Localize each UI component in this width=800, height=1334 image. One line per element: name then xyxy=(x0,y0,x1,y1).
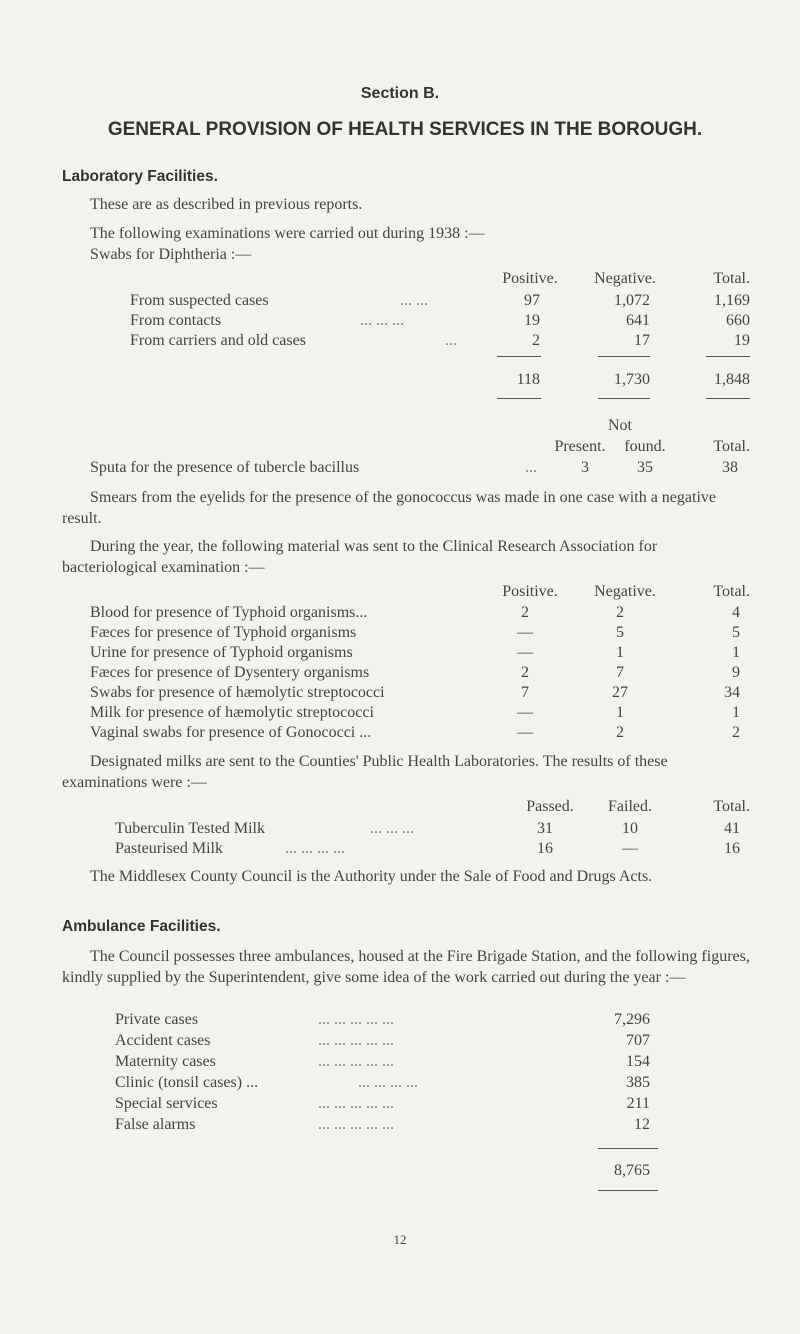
clinical-intro: During the year, the following material was sent to the Clinical Research Association for bacteriological examination :— xyxy=(62,538,658,576)
ambulance-value: 12 xyxy=(634,1116,650,1133)
ambulance-total: 8,765 xyxy=(614,1162,650,1179)
ambulance-row-label: Clinic (tonsil cases) ... xyxy=(115,1074,259,1091)
sputa-not-found: 35 xyxy=(637,459,653,476)
clinical-row-label: Vaginal swabs for presence of Gonococci ... xyxy=(90,724,372,741)
clinical-row-label: Blood for presence of Typhoid organisms... xyxy=(90,604,368,621)
clinical-positive: — xyxy=(517,644,533,661)
divider xyxy=(598,356,650,357)
swabs-total-positive: 118 xyxy=(516,371,540,388)
milk-failed: — xyxy=(622,840,638,857)
sputa-header-total: Total. xyxy=(713,438,750,455)
clinical-negative: 27 xyxy=(612,684,628,701)
clinical-header-total: Total. xyxy=(713,583,750,600)
clinical-negative: 1 xyxy=(616,704,624,721)
milk-passed: 16 xyxy=(537,840,553,857)
clinical-total: 34 xyxy=(724,684,740,701)
divider xyxy=(497,398,541,399)
section-heading: Section B. xyxy=(360,85,440,102)
swabs-negative: 1,072 xyxy=(614,292,650,309)
sputa-header-found: found. xyxy=(624,438,666,455)
clinical-total: 5 xyxy=(732,624,740,641)
leader-dots: ... ... ... ... ... xyxy=(318,1053,394,1070)
sputa-header-present: Present. xyxy=(554,438,606,455)
milk-row-label: Pasteurised Milk xyxy=(115,840,223,857)
clinical-total: 4 xyxy=(732,604,740,621)
clinical-row-label: Fæces for presence of Typhoid organisms xyxy=(90,624,357,641)
divider xyxy=(706,356,750,357)
milk-total: 41 xyxy=(724,820,740,837)
clinical-positive: — xyxy=(517,704,533,721)
swabs-row-label: From suspected cases xyxy=(130,292,269,309)
council-paragraph: The Middlesex County Council is the Authority under the Sale of Food and Drugs Acts. xyxy=(90,868,653,885)
swabs-negative: 17 xyxy=(634,332,650,349)
milk-total: 16 xyxy=(724,840,740,857)
ambulance-value: 211 xyxy=(626,1095,650,1112)
swabs-positive: 19 xyxy=(524,312,540,329)
leader-dots: ... ... ... ... xyxy=(358,1074,418,1091)
ambulance-row-label: False alarms xyxy=(115,1116,196,1133)
clinical-total: 1 xyxy=(732,704,740,721)
swabs-grand-total: 1,848 xyxy=(714,371,750,388)
leader-dots: ... ... ... ... ... xyxy=(318,1095,394,1112)
page-number: 12 xyxy=(393,1232,407,1247)
clinical-positive: — xyxy=(517,624,533,641)
milk-header-failed: Failed. xyxy=(608,798,652,815)
clinical-negative: 1 xyxy=(616,644,624,661)
leader-dots: ... xyxy=(525,459,537,476)
sputa-total: 38 xyxy=(722,459,738,476)
clinical-header-positive: Positive. xyxy=(502,583,558,600)
lab-intro: These are as described in previous reports. xyxy=(90,196,363,213)
clinical-positive: — xyxy=(517,724,533,741)
clinical-header-negative: Negative. xyxy=(594,583,656,600)
ambulance-value: 385 xyxy=(626,1074,650,1091)
clinical-total: 1 xyxy=(732,644,740,661)
leader-dots: ... ... ... xyxy=(370,820,414,837)
leader-dots: ... ... xyxy=(400,292,428,309)
swabs-header-total: Total. xyxy=(713,270,750,287)
swabs-positive: 97 xyxy=(524,292,540,309)
page-title: GENERAL PROVISION OF HEALTH SERVICES IN THE BOROUGH. xyxy=(107,119,703,140)
clinical-negative: 7 xyxy=(616,664,624,681)
divider xyxy=(598,1148,658,1149)
ambulance-value: 707 xyxy=(626,1032,650,1049)
swabs-total-negative: 1,730 xyxy=(614,371,650,388)
leader-dots: ... ... ... ... ... xyxy=(318,1116,394,1133)
leader-dots: ... ... ... xyxy=(360,312,404,329)
ambulance-value: 7,296 xyxy=(614,1011,650,1028)
milk-header-total: Total. xyxy=(713,798,750,815)
clinical-positive: 7 xyxy=(521,684,529,701)
swabs-total: 660 xyxy=(726,312,750,329)
clinical-total: 2 xyxy=(732,724,740,741)
divider xyxy=(497,356,541,357)
swabs-row-label: From contacts xyxy=(130,312,222,329)
leader-dots: ... xyxy=(445,332,457,349)
swabs-row-label: From carriers and old cases xyxy=(130,332,306,349)
milk-row-label: Tuberculin Tested Milk xyxy=(115,820,265,837)
leader-dots: ... ... ... ... xyxy=(285,840,345,857)
milk-intro: Designated milks are sent to the Counties' Public Health Laboratories. The results of these examinations were :— xyxy=(62,753,668,791)
ambulance-intro: The Council possesses three ambulances, housed at the Fire Brigade Station, and the following figures, kindly supplied by the Superintendent, give some idea of the work carried out during the year :— xyxy=(62,948,750,986)
clinical-negative: 2 xyxy=(616,604,624,621)
ambulance-value: 154 xyxy=(626,1053,650,1070)
sputa-present: 3 xyxy=(581,459,589,476)
divider xyxy=(706,398,750,399)
smears-paragraph: Smears from the eyelids for the presence of the gonococcus was made in one case with a negative result. xyxy=(62,489,716,527)
clinical-row-label: Urine for presence of Typhoid organisms xyxy=(90,644,353,661)
ambulance-row-label: Accident cases xyxy=(115,1032,211,1049)
clinical-negative: 5 xyxy=(616,624,624,641)
swabs-total: 1,169 xyxy=(714,292,750,309)
swabs-positive: 2 xyxy=(532,332,540,349)
clinical-row-label: Swabs for presence of hæmolytic streptococci xyxy=(90,684,385,701)
milk-failed: 10 xyxy=(622,820,638,837)
ambulance-row-label: Private cases xyxy=(115,1011,199,1028)
ambulance-heading: Ambulance Facilities. xyxy=(62,918,221,935)
divider xyxy=(598,1190,658,1191)
clinical-positive: 2 xyxy=(521,664,529,681)
swabs-header-negative: Negative. xyxy=(594,270,656,287)
divider xyxy=(598,398,650,399)
swabs-negative: 641 xyxy=(626,312,650,329)
examinations-intro: The following examinations were carried out during 1938 :— xyxy=(90,225,485,242)
leader-dots: ... ... ... ... ... xyxy=(318,1011,394,1028)
lab-heading: Laboratory Facilities. xyxy=(62,168,218,185)
sputa-label: Sputa for the presence of tubercle bacillus xyxy=(90,459,360,476)
swabs-label: Swabs for Diphtheria :— xyxy=(90,246,252,263)
ambulance-row-label: Maternity cases xyxy=(115,1053,216,1070)
clinical-row-label: Fæces for presence of Dysentery organisms xyxy=(90,664,370,681)
clinical-total: 9 xyxy=(732,664,740,681)
milk-header-passed: Passed. xyxy=(526,798,574,815)
sputa-header-not: Not xyxy=(608,417,632,434)
milk-passed: 31 xyxy=(537,820,553,837)
ambulance-row-label: Special services xyxy=(115,1095,218,1112)
clinical-negative: 2 xyxy=(616,724,624,741)
clinical-positive: 2 xyxy=(521,604,529,621)
leader-dots: ... ... ... ... ... xyxy=(318,1032,394,1049)
clinical-row-label: Milk for presence of hæmolytic streptococci xyxy=(90,704,374,721)
swabs-header-positive: Positive. xyxy=(502,270,558,287)
swabs-total: 19 xyxy=(734,332,750,349)
